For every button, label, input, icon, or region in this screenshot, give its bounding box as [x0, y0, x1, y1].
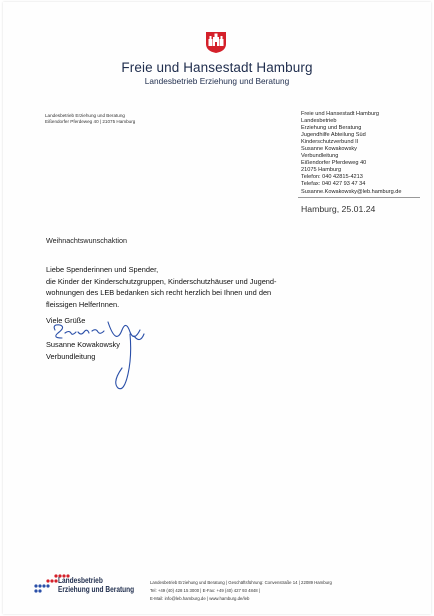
signer-name: Susanne Kowakowsky	[46, 340, 120, 349]
letter-date: Hamburg, 25.01.24	[301, 204, 376, 214]
info-line: Susanne Kowakowsky	[301, 146, 357, 153]
footer-phone: Tel: +49 (40) 428 15 3000 | E-Fax: +49 (40) 427 93 4848 |	[150, 588, 260, 593]
info-line: Erziehung und Beratung	[301, 125, 362, 132]
hamburg-crest-icon	[204, 28, 228, 54]
info-line: Landesbetrieb	[301, 118, 337, 125]
handwritten-signature	[50, 316, 160, 396]
closing: Viele Grüße	[46, 316, 86, 325]
body-line: die Kinder der Kinderschutzgruppen, Kinderschutzhäuser und Jugend-	[46, 276, 277, 286]
org-subtitle: Landesbetrieb Erziehung und Beratung	[144, 76, 290, 86]
info-line: Kinderschutzverbund II	[301, 139, 359, 146]
info-line: Freie und Hansestadt Hamburg	[301, 111, 380, 117]
org-title: Freie und Hansestadt Hamburg	[121, 60, 313, 75]
info-line: Susanne.Kowakowsky@leb.hamburg.de	[301, 188, 402, 195]
info-line: 21075 Hamburg	[301, 167, 342, 174]
footer-address: Landesbetrieb Erziehung und Beratung | Geschäftsführung: Convenstraße 14 | 22089 Hamburg	[150, 580, 332, 585]
date-divider	[298, 197, 420, 198]
footer-logo-text-2: Erziehung und Beratung	[58, 585, 135, 594]
info-line: Eißendorfer Pferdeweg 40	[301, 160, 367, 167]
contact-info-block	[301, 111, 421, 196]
footer-logo-text-1: Landesbetrieb	[58, 576, 103, 585]
letter-body	[46, 264, 306, 310]
info-line: Jugendhilfe Abteilung Süd	[301, 132, 366, 139]
info-line: Verbundleitung	[301, 153, 339, 160]
info-line: Telefon: 040 42815-4213	[301, 174, 363, 181]
sender-line-1: Landesbetrieb Erziehung und Beratung	[45, 113, 125, 118]
letter-subject: Weihnachtswunschaktion	[46, 236, 127, 245]
info-line: Telefax: 040 427 93 47 34	[301, 181, 366, 188]
signer-role: Verbundleitung	[46, 352, 96, 361]
body-line: wohnungen des LEB bedanken sich recht herzlich bei Ihnen und den	[46, 288, 272, 297]
footer-email: E-Mail: info@leb.hamburg.de | www.hamburg.de/leb	[150, 596, 250, 601]
sender-line-2: Eißendorfer Pferdeweg 40 | 21075 Hamburg	[45, 119, 136, 124]
greeting: Liebe Spenderinnen und Spender,	[46, 265, 159, 274]
body-line: fleissigen HelferInnen.	[46, 299, 120, 309]
